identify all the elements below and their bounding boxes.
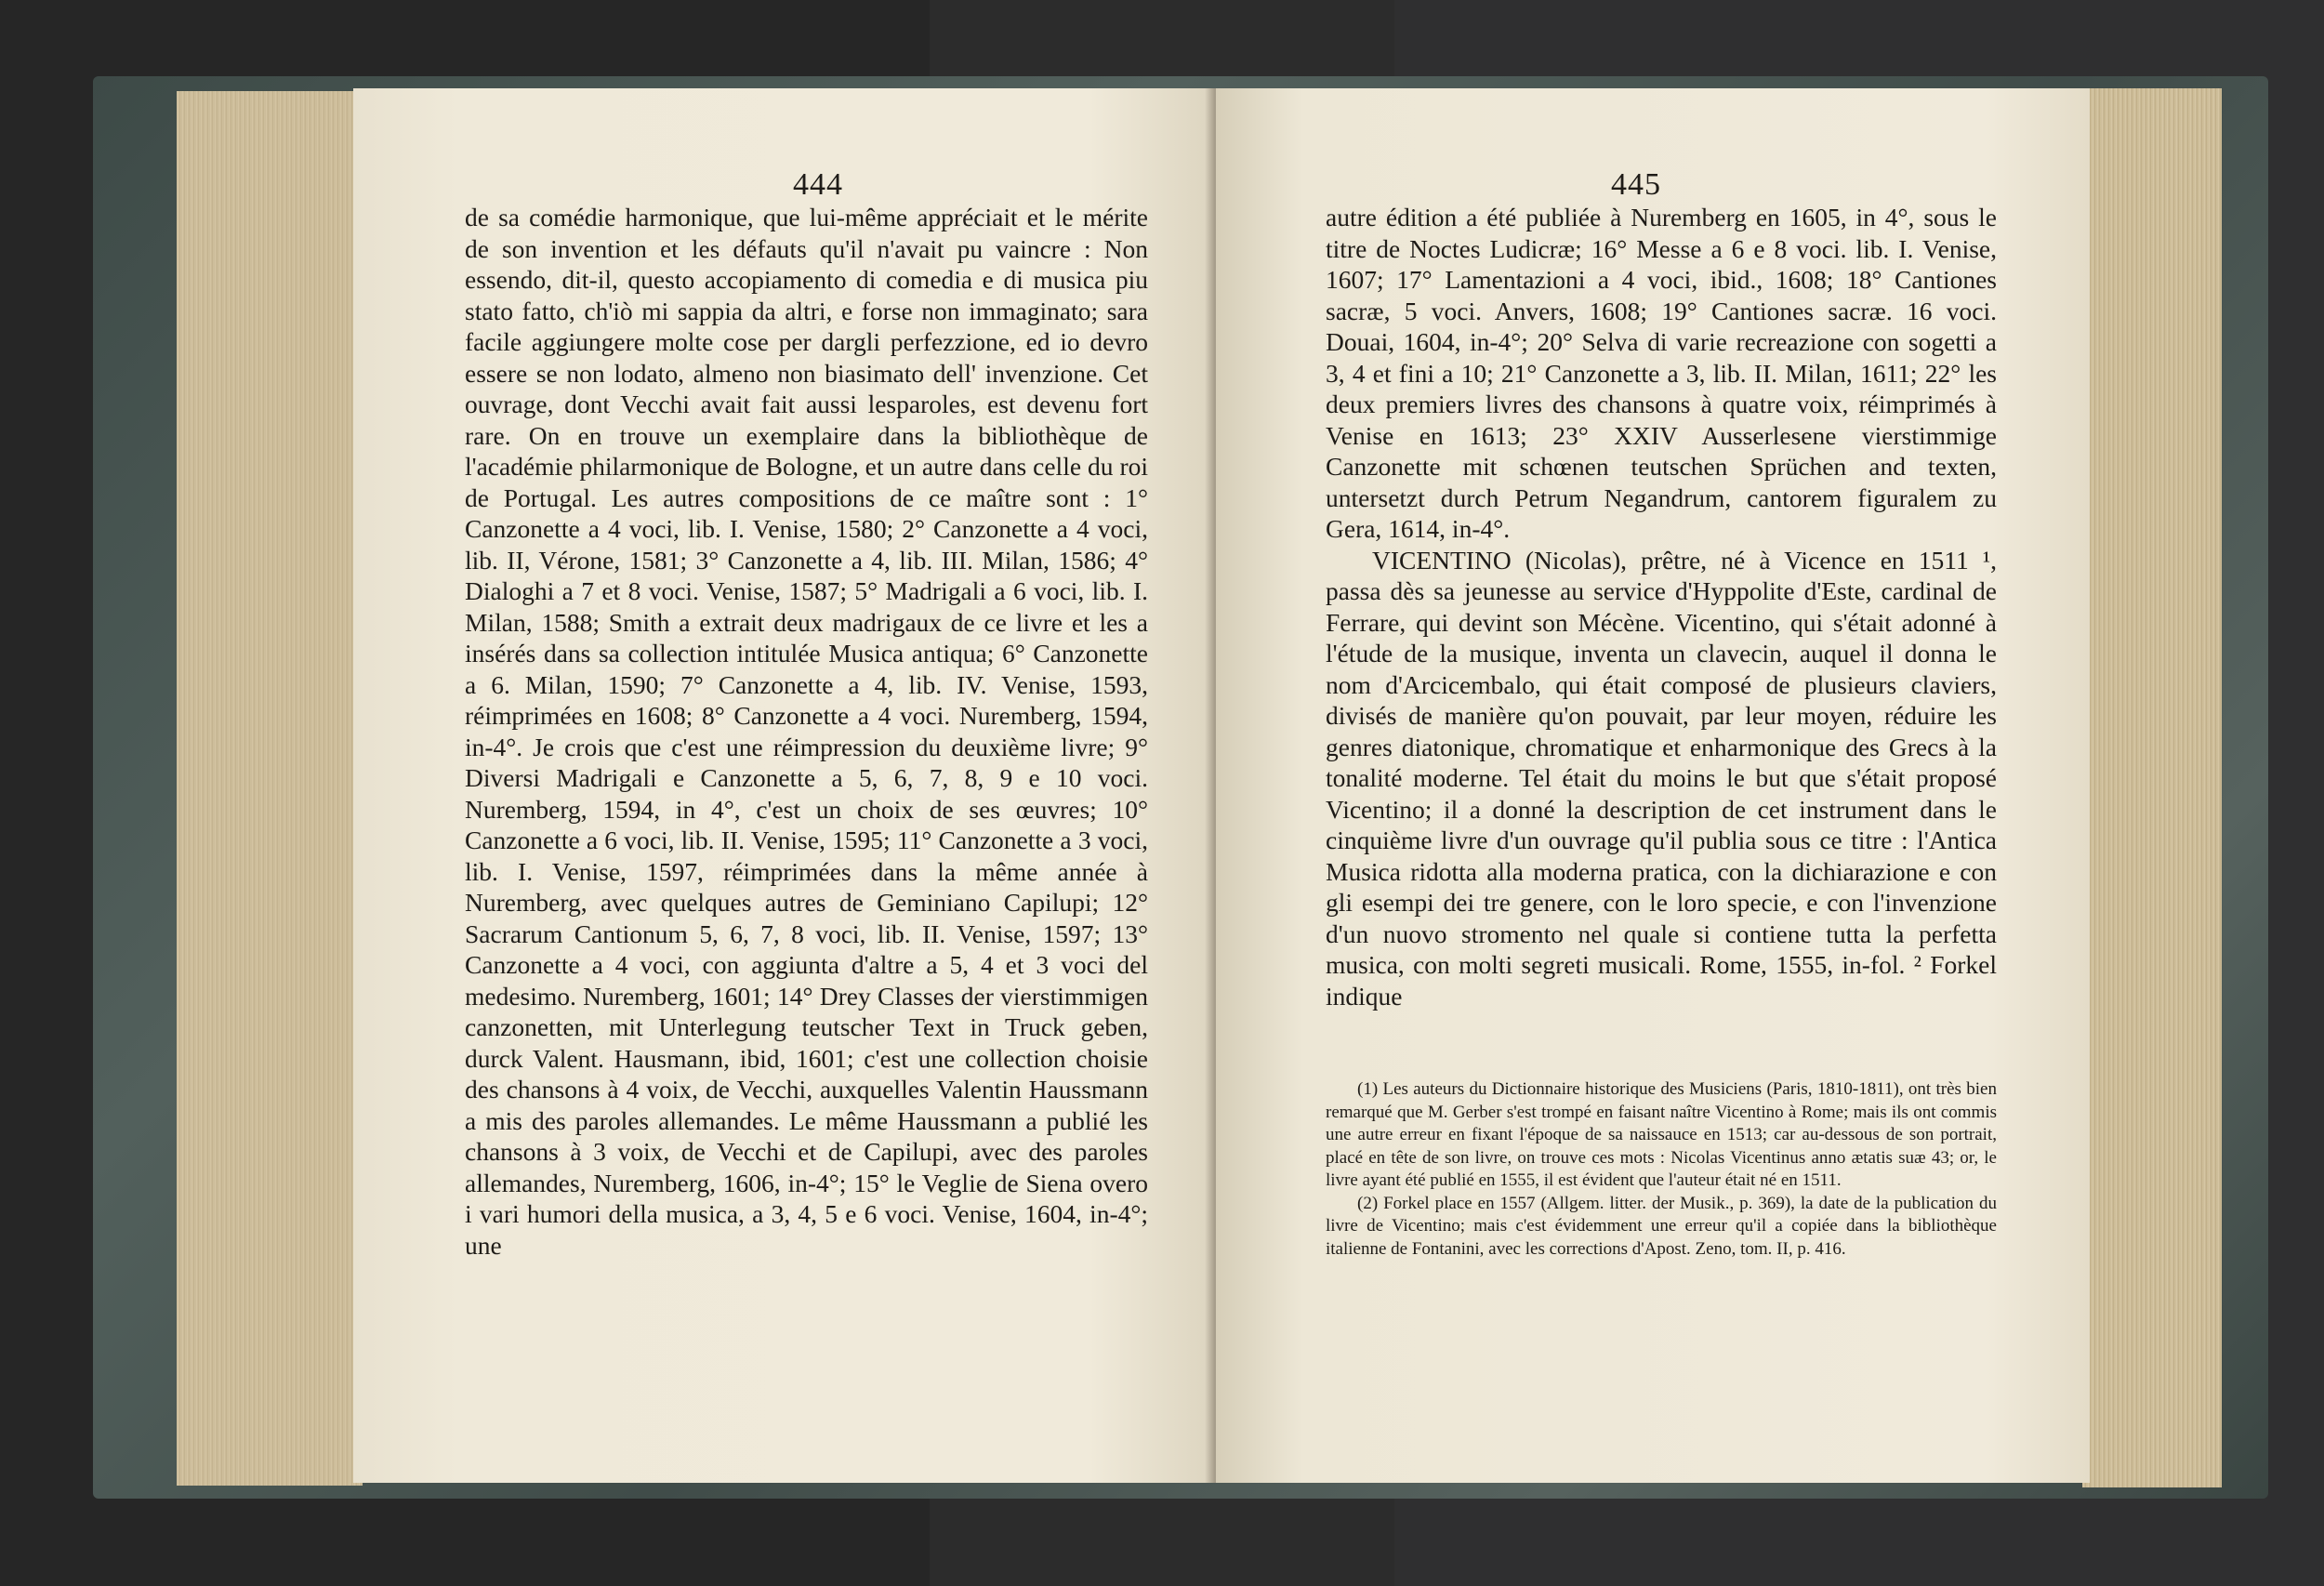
paragraph: autre édition a été publiée à Nuremberg en 1605, in 4°, sous le titre de Noctes Ludicræ; 16° Messe a 6 e 8 voci. lib. I. Venise, 1607; 17° Lamentazioni a 4 voci, ibid., 1608; 18° Cantiones sacræ, 5 voci. Anvers, 1608; 19° Cantiones sacræ. 16 voci. Douai, 1604, in-4°; 20° Selva di varie recreazione con sogetti a 3, 4 et fini a 10; 21° Canzonette a 3, lib. II. Milan, 1611; 22° les deux premiers livres des chansons à quatre voix, réimprimés à Venise en 1613; 23° XXIV Ausserlesene vierstimmige Canzonette mit schœnen teutschen Sprüchen and texten, untersetzt durch Petrum Negandrum, cantorem figuralem zu Gera, 1614, in-4°.	[1326, 203, 1997, 543]
footnote: (1) Les auteurs du Dictionnaire historique des Musiciens (Paris, 1810-1811), ont très bien remarqué que M. Gerber s'est trompé en faisant naître Vicentino à Rome; mais ils ont commis une autre erreur en fixant l'époque de sa naissauce en 1513; car au-dessous de son portrait, placé en tête de son livre, on trouve ces mots : Nicolas Vicentinus anno ætatis suæ 43; or, le livre ayant été publié en 1555, il est évident que l'auteur était né en 1511.	[1326, 1079, 1997, 1190]
paragraph-vicentino: VICENTINO (Nicolas), prêtre, né à Vicence en 1511 ¹, passa dès sa jeunesse au service d'Hyppolite d'Este, cardinal de Ferrare, qui devint son Mécène. Vicentino, qui s'était adonné à l'étude de la musique, inventa un clavecin, auquel il donna le nom d'Arcicembalo, qui était composé de plusieurs claviers, divisés de manière qu'on pouvait, par leur moyen, réduire les genres diatonique, chromatique et enharmonique des Grecs à la tonalité moderne. Tel était du moins le but que s'était proposé Vicentino; il a donné la description de cet instrument dans le cinquième livre d'un ouvrage qu'il publia sous ce titre : l'Antica Musica ridotta alla moderna pratica, con la dichiarazione e con gli esempi dei tre genere, con le loro specie, e con l'invenzione d'un nuovo stromento nel quale si contiene tutta la perfetta musica, con molti segreti musicali. Rome, 1555, in-fol. ² Forkel indique	[1326, 545, 1997, 1011]
right-page-text	[1326, 202, 1997, 1011]
page-number: 445	[1611, 167, 1661, 202]
right-page	[1216, 88, 2090, 1483]
left-page	[353, 88, 1218, 1483]
page-edges-left	[177, 91, 363, 1486]
paragraph: de sa comédie harmonique, que lui-même appréciait et le mérite de son invention et les défauts qu'il n'avait pu vaincre : Non essendo, dit-il, questo accopiamento di comedia e di musica piu stato fatto, ch'iò mi sappia da altri, e forse non immaginato; sara facile aggiungere molte cose per dargli perfezzione, ed io devro essere se non lodato, almeno non biasimato dell' invenzione. Cet ouvrage, dont Vecchi avait fait aussi lesparoles, est devenu fort rare. On en trouve un exemplaire dans la bibliothèque de l'académie philarmonique de Bologne, et un autre dans celle du roi de Portugal. Les autres compositions de ce maître sont : 1° Canzonette a 4 voci, lib. I. Venise, 1580; 2° Canzonette a 4 voci, lib. II, Vérone, 1581; 3° Canzonette a 4, lib. III. Milan, 1586; 4° Dialoghi a 7 et 8 voci. Venise, 1587; 5° Madrigali a 6 voci, lib. I. Milan, 1588; Smith a extrait deux madrigaux de ce livre et les a insérés dans sa collection intitulée Musica antiqua; 6° Canzonette a 6. Milan, 1590; 7° Canzonette a 4, lib. IV. Venise, 1593, réimprimées en 1608; 8° Canzonette a 4 voci. Nuremberg, 1594, in-4°. Je crois que c'est une réimpression du deuxième livre; 9° Diversi Madrigali e Canzonette a 5, 6, 7, 8, 9 e 10 voci. Nuremberg, 1594, in 4°, c'est un choix de ses œuvres; 10° Canzonette a 6 voci, lib. II. Venise, 1595; 11° Canzonette a 3 voci, lib. I. Venise, 1597, réimprimées dans la même année à Nuremberg, avec quelques autres de Geminiano Capilupi; 12° Sacrarum Cantionum 5, 6, 7, 8 voci, lib. II. Venise, 1597; 13° Canzonette a 4 voci, con aggiunta d'altre a 5, 4 et 3 voci del medesimo. Nuremberg, 1601; 14° Drey Classes der vierstimmigen canzonetten, mit Unterlegung teutscher Text in Truck geben, durck Valent. Hausmann, ibid, 1601; c'est une collection choisie des chansons à 4 voix, de Vecchi, auxquelles Valentin Haussmann a mis des paroles allemandes. Le même Haussmann a publié les chansons à 3 voix, de Vecchi et de Capilupi, avec des paroles allemandes, Nuremberg, 1606, in-4°; 15° le Veglie de Siena overo i vari humori della musica, a 3, 4, 5 e 6 voci. Venise, 1604, in-4°; une	[465, 203, 1148, 1260]
page-edges-right	[2082, 88, 2222, 1487]
footnote: (2) Forkel place en 1557 (Allgem. litter. der Musik., p. 369), la date de la publication du livre de Vicentino; mais c'est évidemment une erreur qu'il a copiée dans la bibliothèque italienne de Fontanini, avec les corrections d'Apost. Zeno, tom. II, p. 416.	[1326, 1193, 1997, 1259]
left-page-text	[465, 202, 1148, 1261]
page-number: 444	[793, 167, 843, 202]
footnotes	[1326, 1078, 1997, 1261]
